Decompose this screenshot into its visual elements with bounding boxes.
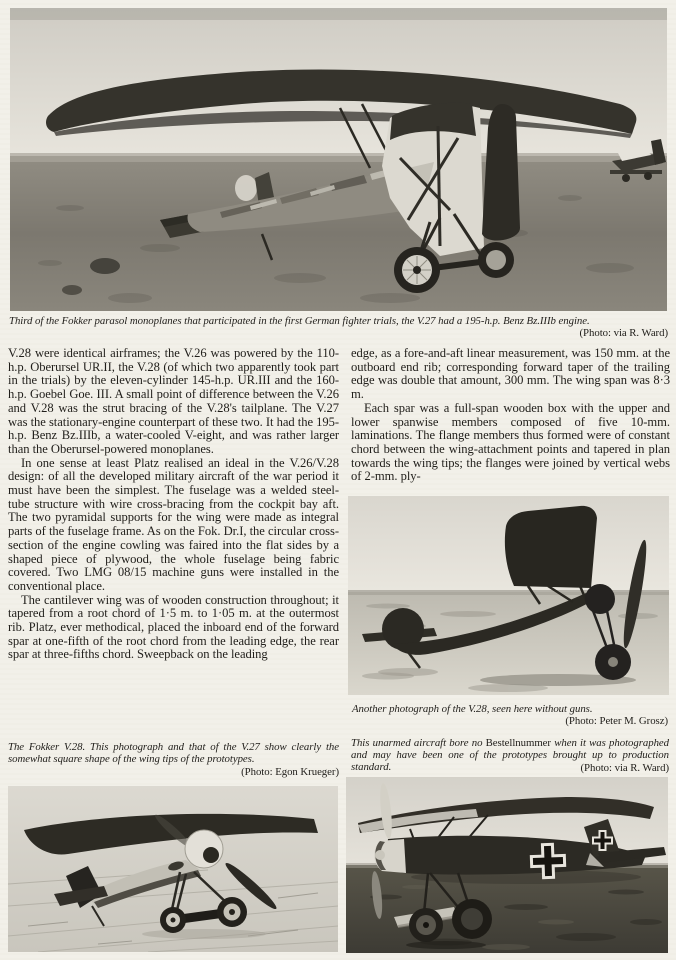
caption-bottom-left (8, 741, 339, 778)
caption-bottom-right-credit: (Photo: via R. Ward) (580, 761, 669, 774)
paragraph: Each spar was a full-span wooden box with the upper and lower spanwise members composed of five 10-mm. laminations. The flange members thus formed were of constant chord between the wing-attachment points and tapered in plan towards the wing tips; the flanges were joined by vertical webs of 2-mm. ply- (351, 400, 670, 484)
paragraph: edge, as a fore-and-aft linear measurement, was 150 mm. at the outboard end rib; corresponding forward taper of the trailing edge was double that amount, 300 mm. The wing span was 8·3 m. (351, 346, 670, 402)
caption-bottom-right-text-1: This unarmed aircraft bore no (351, 737, 486, 749)
photo-v28-apron (8, 786, 338, 952)
paragraph: The cantilever wing was of wooden construction throughout; it tapered from a root chord of 1·5 m. to 1·05 m. at the outermost rib. Platz, ever methodical, placed the inboard end of the forward spar at one-fifth of the root chord from the leading edge, the rear spar at three-fifths chord. Sweepback on the leading (8, 592, 339, 662)
caption-bottom-right-text-2: when it was photographed and may have been one of the prototypes brought up to production standard. (351, 737, 670, 774)
photo-unarmed-illustration (346, 777, 668, 953)
caption-bottom-right-roman-word: Bestellnummer (485, 737, 551, 749)
photo-v27-airfield (10, 8, 667, 311)
photo-v28-side-illustration (348, 496, 669, 695)
caption-top (9, 315, 668, 339)
caption-mid-credit: (Photo: Peter M. Grosz) (565, 715, 668, 728)
caption-bottom-left-credit: (Photo: Egon Krueger) (241, 765, 339, 778)
article-column-left (8, 347, 339, 662)
caption-top-text: Third of the Fokker parasol monoplanes that participated in the first German fighter trials, the V.27 had a 195-h.p. Benz Bz.IIIb engine. (9, 315, 590, 327)
paragraph: In one sense at least Platz realised an ideal in the V.26/V.28 design: of all the developed military aircraft of the war period it must have been the simplest. The fuselage was a welded steel-tube structure with wire cross-bracing from the cockpit bay aft. The two pyramidal supports for the wing were made as integral parts of the fuselage frame. As on the Fok. Dr.I, the circular cross-section of the engine cowling was faired into the flat sides by a shaped piece of plywood, the whole fuselage being fabric covered. Two LMG 08/15 machine guns were installed in the conventional place. (8, 455, 339, 593)
photo-v28-side (348, 496, 669, 695)
photo-v27-illustration (10, 8, 667, 311)
paragraph: V.28 were identical airframes; the V.26 was powered by the 110-h.p. Oberursel UR.II, the V.28 (of which two apparently took part in the trials) by the eleven-cylinder 145-h.p. UR.III and the 160-h.p. Goebel Goe. III. A small point of difference between the V.26 and V.28 was the strut bracing of the V.28's tailplane. The V.27 was the stationary-engine counterpart of these two. It had the 195-h.p. Benz Bz.IIIb, a water-cooled V-eight, and was rather larger than the Oberursel-powered monoplanes. (8, 346, 339, 456)
caption-mid-text: Another photograph of the V.28, seen here without guns. (352, 703, 593, 715)
caption-top-credit: (Photo: via R. Ward) (579, 326, 668, 339)
caption-bottom-right (351, 737, 669, 774)
photo-unarmed-grass (346, 777, 668, 953)
article-column-right (351, 347, 670, 484)
caption-mid (352, 703, 668, 727)
photo-v28-apron-illustration (8, 786, 338, 952)
caption-bottom-left-text: The Fokker V.28. This photograph and that of the V.27 show clearly the somewhat square shape of the wing tips of the prototypes. (8, 741, 339, 766)
